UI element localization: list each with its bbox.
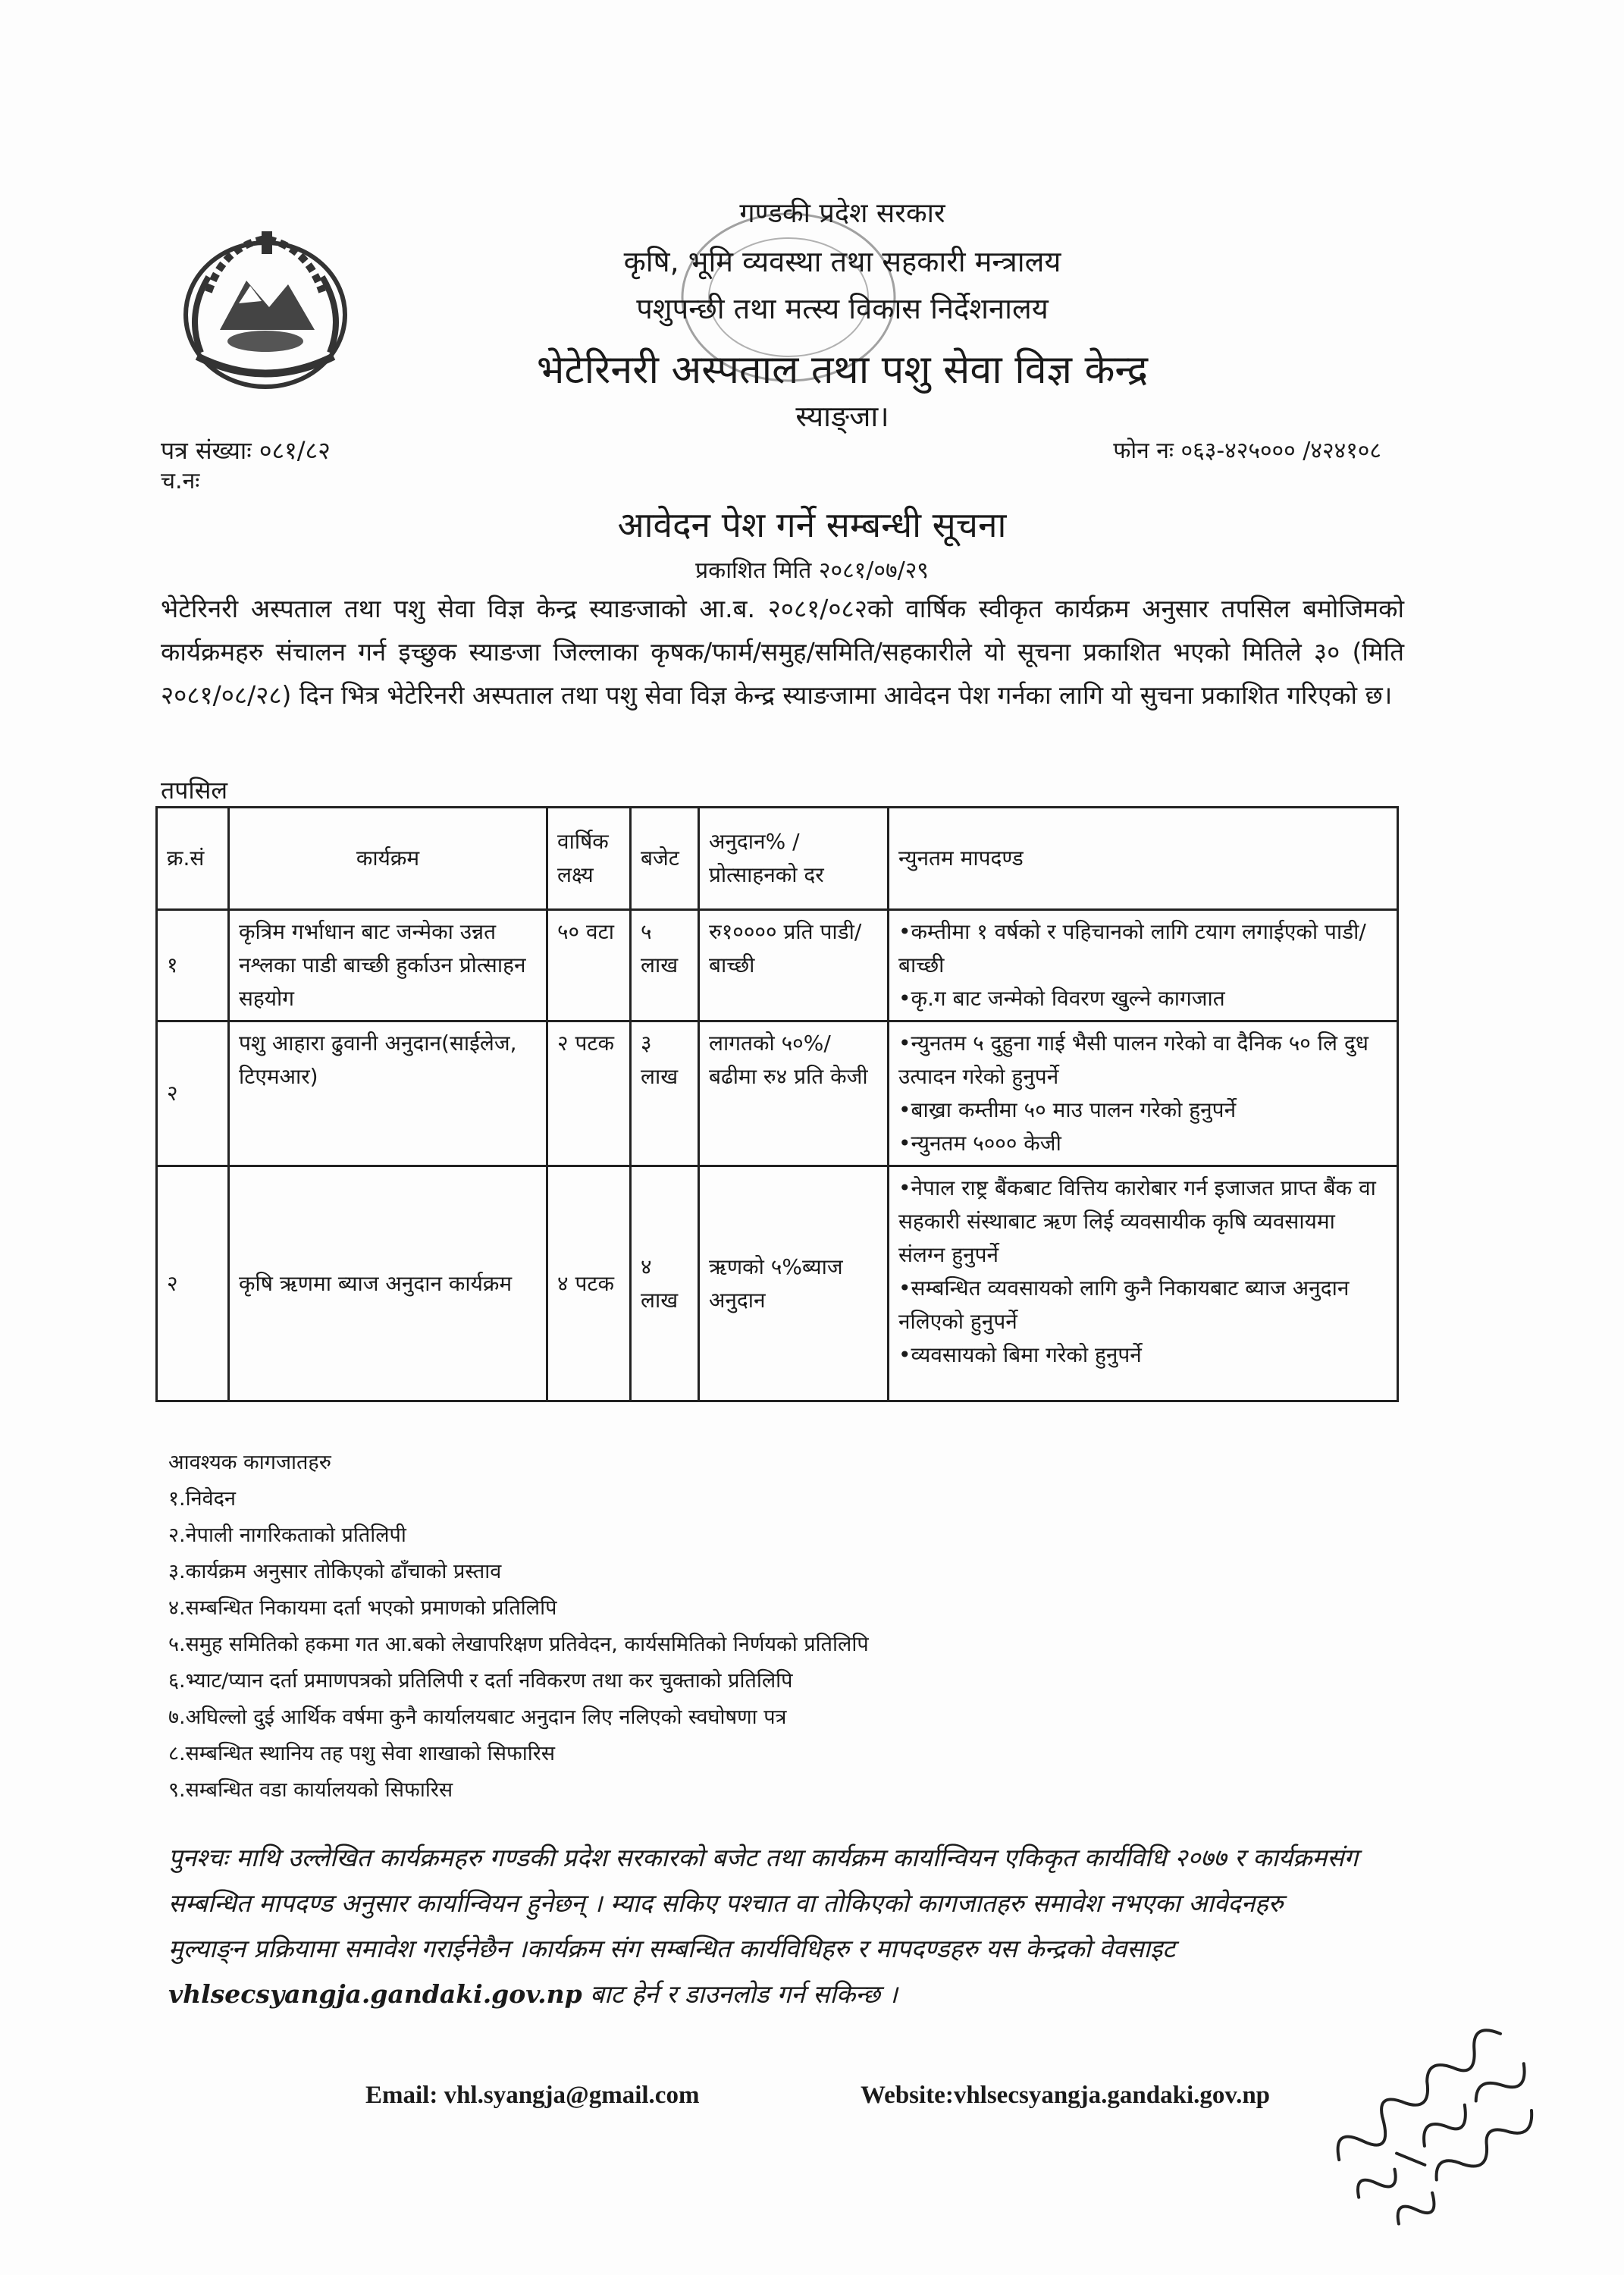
criteria-item: •व्यवसायको बिमा गरेको हुनुपर्ने — [898, 1342, 1142, 1367]
cell-target: ४ पटक — [547, 1166, 631, 1401]
criteria-item: •नेपाल राष्ट्र बैंकबाट वित्तिय कारोबार गर्न इजाजत प्राप्त बैंक वा सहकारी संस्थाबाट ऋण लिई व्यवसायीक कृषि व्यवसायमा संलग्न हुनुपर्ने — [898, 1175, 1376, 1267]
header-location: स्याङ्जा। — [795, 400, 889, 433]
contact-website[interactable]: Website:vhlsecsyangja.gandaki.gov.np — [861, 2082, 1271, 2109]
header-office-name: भेटेरिनरी अस्पताल तथा पशु सेवा विज्ञ केन्द्र — [536, 347, 1149, 393]
cell-program: पशु आहारा ढुवानी अनुदान(साईलेज, टिएमआर) — [229, 1021, 547, 1166]
cell-criteria — [889, 1166, 1398, 1401]
handwritten-signature — [1312, 1987, 1600, 2237]
cell-criteria — [889, 910, 1398, 1021]
document-item: ३.कार्यक्रम अनुसार तोकिएको ढाँचाको प्रस्ताव — [168, 1560, 502, 1583]
cell-rate: रु१०००० प्रति पाडी/बाच्छी — [699, 910, 889, 1021]
criteria-item: •बाख्रा कम्तीमा ५० माउ पालन गरेको हुनुपर्ने — [898, 1097, 1237, 1122]
criteria-item: •न्युनतम ५ दुहुना गाई भैसी पालन गरेको वा दैनिक ५० लि दुध उत्पादन गरेको हुनुपर्ने — [898, 1031, 1368, 1089]
header-government: गण्डकी प्रदेश सरकार — [739, 198, 945, 229]
required-documents — [168, 1445, 869, 1809]
document-item: ५.समुह समितिको हकमा गत आ.बको लेखापरिक्षण प्रतिवेदन, कार्यसमितिको निर्णयको प्रतिलिपि — [168, 1633, 869, 1656]
document-item: ७.अघिल्लो दुई आर्थिक वर्षमा कुनै कार्यालयबाट अनुदान लिए नलिएको स्वघोषणा पत्र — [168, 1705, 787, 1729]
criteria-item: •सम्बन्धित व्यवसायको लागि कुनै निकायबाट ब्याज अनुदान नलिएको हुनुपर्ने — [898, 1276, 1350, 1334]
document-item: २.नेपाली नागरिकताको प्रतिलिपी — [168, 1523, 406, 1547]
cell-sn: २ — [157, 1021, 229, 1166]
col-header-target: वार्षिक लक्ष्य — [547, 808, 631, 910]
cell-budget: ४ लाख — [631, 1166, 699, 1401]
cell-program: कृत्रिम गर्भाधान बाट जन्मेका उन्नत नश्लका पाडी बाच्छी हुर्काउन प्रोत्साहन सहयोग — [229, 910, 547, 1021]
phone-number: फोन नः ०६३-४२५००० /४२४१०८ — [1113, 438, 1381, 464]
cell-sn: १ — [157, 910, 229, 1021]
col-header-budget: बजेट — [631, 808, 699, 910]
table-row — [157, 910, 1398, 1021]
notice-title: आवेदन पेश गर्ने सम्बन्धी सूचना — [617, 504, 1007, 545]
footnote-url[interactable]: vhlsecsyangja.gandaki.gov.np — [168, 1979, 582, 2009]
dispatch-number: च.नः — [161, 468, 200, 494]
cell-budget: ५ लाख — [631, 910, 699, 1021]
notice-body: भेटेरिनरी अस्पताल तथा पशु सेवा विज्ञ केन्द्र स्याङजाको आ.ब. २०८१/०८२को वार्षिक स्वीकृत कार्यक्रम अनुसार तपसिल बमोजिमको कार्यक्रमहरु संचालन गर्न इच्छुक स्याङजा जिल्लाका कृषक/फार्म/समुह/समिति/सहकारीले यो सूचना प्रकाशित भएको मितिले ३० (मिति २०८१/०८/२८) दिन भित्र भेटेरिनरी अस्पताल तथा पशु सेवा विज्ञ केन्द्र स्याङजामा आवेदन पेश गर्नका लागि यो सुचना प्रकाशित गरिएको छ। — [161, 594, 1404, 710]
table-header-row — [157, 808, 1398, 910]
cell-rate: ऋणको ५%ब्याज अनुदान — [699, 1166, 889, 1401]
col-header-sn: क्र.सं — [157, 808, 229, 910]
cell-program: कृषि ऋणमा ब्याज अनुदान कार्यक्रम — [229, 1166, 547, 1401]
table-row — [157, 1166, 1398, 1401]
footnote — [168, 1835, 1366, 2017]
cell-budget: ३ लाख — [631, 1021, 699, 1166]
document-item: ४.सम्बन्धित निकायमा दर्ता भएको प्रमाणको प्रतिलिपि — [168, 1596, 557, 1620]
cell-rate: लागतको ५०%/बढीमा रु४ प्रति केजी — [699, 1021, 889, 1166]
table-row — [157, 1021, 1398, 1166]
document-item: ९.सम्बन्धित वडा कार्यालयको सिफारिस — [168, 1778, 453, 1802]
cell-criteria — [889, 1021, 1398, 1166]
col-header-program: कार्यक्रम — [229, 808, 547, 910]
cell-sn: २ — [157, 1166, 229, 1401]
schedule-label: तपसिल — [161, 776, 228, 805]
footnote-tail: बाट हेर्न र डाउनलोड गर्न सकिन्छ । — [582, 1979, 898, 2009]
header-ministry: कृषि, भूमि व्यवस्था तथा सहकारी मन्त्रालय — [623, 245, 1061, 278]
document-item: ६.भ्याट/प्यान दर्ता प्रमाणपत्रको प्रतिलिपी र दर्ता नविकरण तथा कर चुक्ताको प्रतिलिपि — [168, 1669, 793, 1693]
documents-heading: आवश्यक कागजातहरु — [168, 1451, 331, 1474]
criteria-item: •कम्तीमा १ वर्षको र पहिचानको लागि टयाग लगाईएको पाडी/बाच्छी — [898, 919, 1366, 977]
document-item: १.निवेदन — [168, 1487, 236, 1511]
col-header-rate: अनुदान% / प्रोत्साहनको दर — [699, 808, 889, 910]
contact-email[interactable]: Email: vhl.syangja@gmail.com — [365, 2082, 700, 2109]
document-item: ८.सम्बन्धित स्थानिय तह पशु सेवा शाखाको सिफारिस — [168, 1742, 556, 1765]
cell-target: ५० वटा — [547, 910, 631, 1021]
col-header-criteria: न्युनतम मापदण्ड — [889, 808, 1398, 910]
header-directorate: पशुपन्छी तथा मत्स्य विकास निर्देशनालय — [636, 292, 1049, 325]
criteria-item: •न्युनतम ५००० केजी — [898, 1131, 1061, 1156]
published-date: प्रकाशित मिति २०८१/०७/२९ — [695, 557, 929, 584]
footnote-text: पुनश्चः माथि उल्लेखित कार्यक्रमहरु गण्डकी प्रदेश सरकारको बजेट तथा कार्यक्रम कार्यान्वियन एकिकृत कार्यविधि २०७७ र कार्यक्रमसंग सम्बन्धित मापदण्ड अनुसार कार्यान्वियन हुनेछन् । म्याद सकिए पश्चात वा तोकिएको कागजातहरु समावेश नभएका आवेदनहरु मुल्याङ्न प्रक्रियामा समावेश गराईनेछैन ।कार्यक्रम संग सम्बन्धित कार्यविधिहरु र मापदण्डहरु यस केन्द्रको वेवसाइट — [168, 1843, 1359, 1963]
criteria-item: •कृ.ग बाट जन्मेको विवरण खुल्ने कागजात — [898, 986, 1225, 1011]
letter-reference-number: पत्र संख्याः ०८१/८२ — [161, 436, 331, 465]
cell-target: २ पटक — [547, 1021, 631, 1166]
program-table — [155, 806, 1399, 1402]
